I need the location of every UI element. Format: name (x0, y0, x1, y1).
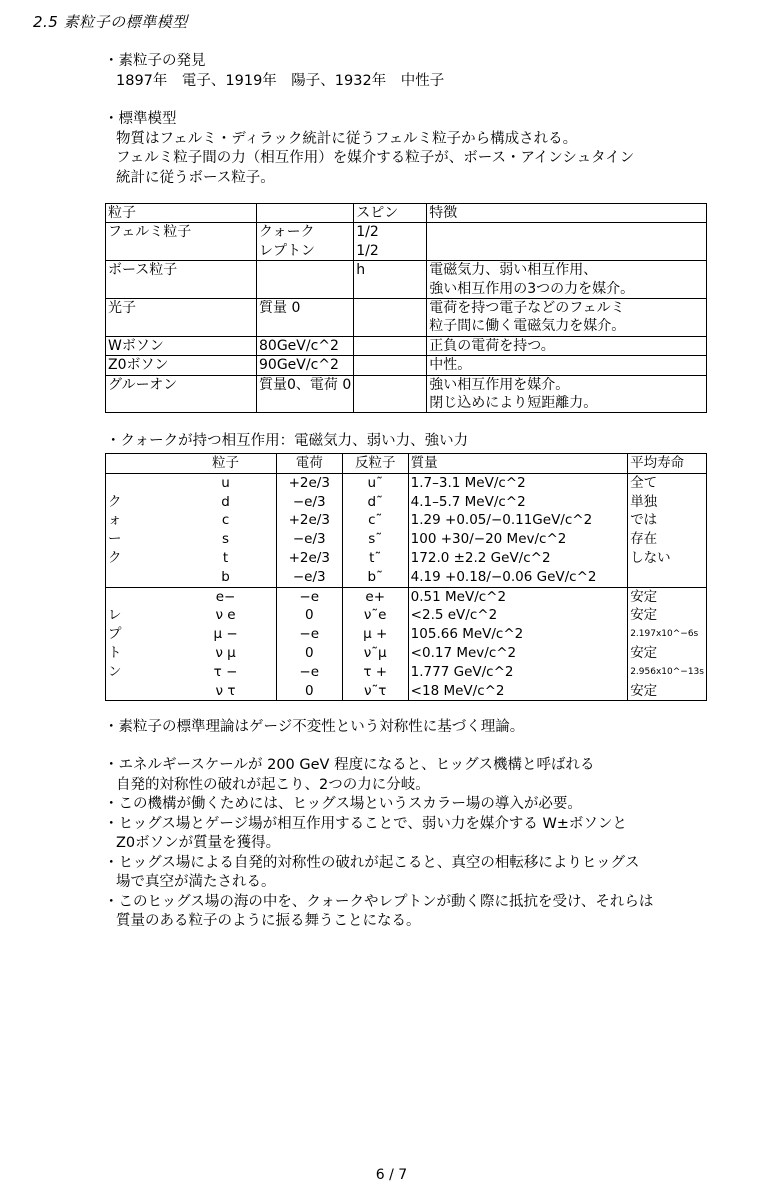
anti-cell: ν˜e (342, 606, 408, 625)
table-row (106, 336, 707, 355)
name-cell: d (175, 493, 276, 512)
higgs-line: ・この機構が働くためには、ヒッグス場というスカラー場の導入が必要。 (104, 796, 582, 812)
life-cell: しない (628, 549, 707, 568)
cat-cell: ン (106, 663, 176, 682)
cat-cell: ト (106, 644, 176, 663)
theory-line: ・素粒子の標準理論はゲージ不変性という対称性に基づく理論。 (104, 719, 525, 735)
charge-cell: −e (276, 663, 342, 682)
table-row (106, 473, 707, 492)
charge-cell: −e/3 (276, 530, 342, 549)
cell: 80GeV/c^2 (257, 336, 354, 355)
page-number: 6 / 7 (375, 1167, 408, 1183)
cat-cell: レ (106, 606, 176, 625)
name-cell: ν μ (175, 644, 276, 663)
cat-cell: ォ (106, 511, 176, 530)
cell: 90GeV/c^2 (257, 356, 354, 375)
life-cell (628, 568, 707, 587)
charge-cell: +2e/3 (276, 511, 342, 530)
name-cell: μ − (175, 625, 276, 644)
cell: ボース粒子 (106, 261, 257, 299)
cell: 正負の電荷を持つ。 (427, 336, 707, 355)
life-cell: 単独 (628, 493, 707, 512)
anti-cell: b˜ (342, 568, 408, 587)
table-row (106, 644, 707, 663)
life-cell: 2.956x10^−13s (628, 663, 707, 682)
table-row (106, 587, 707, 606)
life-cell: 安定 (628, 682, 707, 701)
table-row (106, 511, 707, 530)
standard-model-heading: ・標準模型 (104, 111, 177, 127)
charge-cell: +2e/3 (276, 473, 342, 492)
higgs-line: 場で真空が満たされる。 (116, 874, 276, 890)
cat-cell: ー (106, 530, 176, 549)
table-row (106, 682, 707, 701)
table-header-row (106, 454, 707, 474)
header-cell: 平均寿命 (628, 454, 707, 474)
header-cell: 質量 (408, 454, 628, 474)
mass-cell: <0.17 Mev/c^2 (408, 644, 628, 663)
table-row (106, 493, 707, 512)
higgs-line: ・ヒッグス場とゲージ場が相互作用することで、弱い力を媒介する W±ボソンと (104, 815, 627, 832)
cell: クォーク (257, 223, 354, 242)
quark-lepton-table (105, 453, 707, 701)
mass-cell: 0.51 MeV/c^2 (408, 587, 628, 606)
charge-cell: +2e/3 (276, 549, 342, 568)
mass-cell: 4.1–5.7 MeV/c^2 (408, 493, 628, 512)
cell (257, 261, 354, 299)
cell-line: 粒子間に働く電磁気力を媒介。 (429, 318, 626, 335)
life-cell: 安定 (628, 587, 707, 606)
anti-cell: ν˜μ (342, 644, 408, 663)
anti-cell: τ + (342, 663, 408, 682)
name-cell: c (175, 511, 276, 530)
charge-cell: −e (276, 625, 342, 644)
anti-cell: u˜ (342, 473, 408, 492)
header-cell (257, 204, 354, 223)
mass-cell: 172.0 ±2.2 GeV/c^2 (408, 549, 628, 568)
table-row (106, 375, 707, 413)
life-cell: 安定 (628, 606, 707, 625)
header-cell: 粒子 (175, 454, 276, 474)
anti-cell: s˜ (342, 530, 408, 549)
higgs-line: ・ヒッグス場による自発的対称性の破れが起こると、真空の相転移によりヒッグス (104, 854, 640, 871)
cat-cell (106, 682, 176, 701)
cat-cell: プ (106, 625, 176, 644)
name-cell: e− (175, 587, 276, 606)
header-cell (106, 454, 176, 474)
standard-model-line: 物質はフェルミ・ディラック統計に従うフェルミ粒子から構成される。 (116, 130, 578, 147)
higgs-line: 質量のある粒子のように振る舞うことになる。 (116, 913, 421, 929)
mass-cell: 4.19 +0.18/−0.06 GeV/c^2 (408, 568, 628, 587)
cat-cell: ク (106, 549, 176, 568)
cell-line: 電荷を持つ電子などのフェルミ (429, 300, 625, 317)
cell (427, 261, 707, 299)
cat-cell (106, 587, 176, 606)
mass-cell: <18 MeV/c^2 (408, 682, 628, 701)
header-cell: 電荷 (276, 454, 342, 474)
higgs-block (104, 756, 744, 932)
cell (427, 299, 707, 337)
table-row (106, 530, 707, 549)
table-row (106, 606, 707, 625)
life-cell: 安定 (628, 644, 707, 663)
cell: Z0ボソン (106, 356, 257, 375)
anti-cell: ν˜τ (342, 682, 408, 701)
name-cell: ν e (175, 606, 276, 625)
mass-cell: <2.5 eV/c^2 (408, 606, 628, 625)
life-cell: では (628, 511, 707, 530)
anti-cell: e+ (342, 587, 408, 606)
higgs-line: ・このヒッグス場の海の中を、クォークやレプトンが動く際に抵抗を受け、それらは (104, 893, 654, 910)
standard-model-line: 統計に従うボース粒子。 (116, 169, 275, 186)
header-cell: 粒子 (106, 204, 257, 223)
table-row (106, 568, 707, 587)
mass-cell: 100 +30/−20 Mev/c^2 (408, 530, 628, 549)
discovery-line: 1897年 電子、1919年 陽子、1932年 中性子 (116, 72, 445, 89)
header-cell: 特徴 (427, 204, 707, 223)
cell: Wボソン (106, 336, 257, 355)
quark-lepton-body (106, 473, 707, 701)
charge-cell: −e/3 (276, 568, 342, 587)
cell (427, 375, 707, 413)
quark-heading: ・クォークが持つ相互作用：電磁気力、弱い力、強い力 (106, 433, 469, 449)
mass-cell: 1.777 GeV/c^2 (408, 663, 628, 682)
cat-cell (106, 568, 176, 587)
cell: 光子 (106, 299, 257, 337)
cat-cell: ク (106, 493, 176, 512)
theory-block (104, 718, 744, 738)
cell (106, 242, 257, 261)
standard-model-line: フェルミ粒子間の力（相互作用）を媒介する粒子が、ボース・アインシュタイン (116, 150, 635, 166)
standard-model-block (104, 110, 744, 188)
cell: h (354, 261, 427, 299)
cell-line: 電磁気力、弱い相互作用、 (429, 262, 598, 279)
table-row (106, 549, 707, 568)
table-row (106, 663, 707, 682)
table-row (106, 356, 707, 375)
cell: フェルミ粒子 (106, 223, 257, 242)
cell (354, 375, 427, 413)
cell: 質量0、電荷 0 (257, 375, 354, 413)
cell-line: 閉じ込めにより短距離力。 (429, 395, 598, 412)
cell-line: 強い相互作用の3つの力を媒介。 (429, 280, 635, 297)
header-cell: スピン (354, 204, 427, 223)
quark-heading-block (106, 432, 746, 452)
higgs-line: ・エネルギースケールが 200 GeV 程度になると、ヒッグス機構と呼ばれる (104, 757, 595, 773)
cell-line: 強い相互作用を媒介。 (429, 376, 570, 393)
name-cell: ν τ (175, 682, 276, 701)
cell: 1/2 (354, 242, 427, 261)
higgs-line: Z0ボソンが質量を獲得。 (116, 835, 281, 851)
cell: 中性。 (427, 356, 707, 375)
cell: グルーオン (106, 375, 257, 413)
anti-cell: d˜ (342, 493, 408, 512)
name-cell: b (175, 568, 276, 587)
anti-cell: μ + (342, 625, 408, 644)
charge-cell: −e/3 (276, 493, 342, 512)
cell: 質量 0 (257, 299, 354, 337)
mass-cell: 1.7–3.1 MeV/c^2 (408, 473, 628, 492)
cell (354, 299, 427, 337)
table-row (106, 223, 707, 242)
table-row (106, 625, 707, 644)
cell: 1/2 (354, 223, 427, 242)
higgs-line: 自発的対称性の破れが起こり、2つの力に分岐。 (116, 776, 430, 793)
anti-cell: t˜ (342, 549, 408, 568)
table-row (106, 261, 707, 299)
charge-cell: −e (276, 587, 342, 606)
discovery-block (104, 52, 744, 91)
header-cell: 反粒子 (342, 454, 408, 474)
name-cell: τ − (175, 663, 276, 682)
discovery-heading: ・素粒子の発見 (104, 53, 206, 69)
table-row (106, 299, 707, 337)
cell (354, 356, 427, 375)
cat-cell (106, 473, 176, 492)
name-cell: s (175, 530, 276, 549)
mass-cell: 1.29 +0.05/−0.11GeV/c^2 (408, 511, 628, 530)
table-header-row (106, 204, 707, 223)
life-cell: 2.197x10^−6s (628, 625, 707, 644)
cell (427, 223, 707, 261)
anti-cell: c˜ (342, 511, 408, 530)
section-title: 2.5 素粒子の標準模型 (33, 13, 188, 31)
life-cell: 存在 (628, 530, 707, 549)
charge-cell: 0 (276, 644, 342, 663)
name-cell: t (175, 549, 276, 568)
life-cell: 全て (628, 473, 707, 492)
cell: レプトン (257, 242, 354, 261)
charge-cell: 0 (276, 606, 342, 625)
charge-cell: 0 (276, 682, 342, 701)
name-cell: u (175, 473, 276, 492)
mass-cell: 105.66 MeV/c^2 (408, 625, 628, 644)
particle-table (105, 203, 707, 413)
cell (354, 336, 427, 355)
